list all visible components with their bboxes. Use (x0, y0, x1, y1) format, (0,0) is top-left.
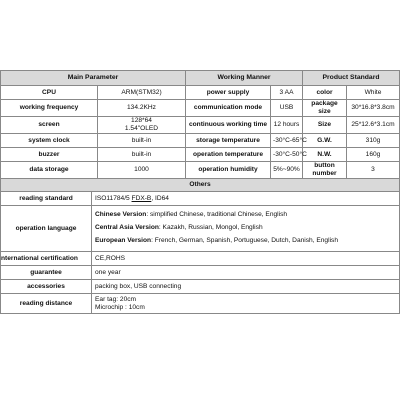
reading-standard-suffix: , ID64 (151, 194, 169, 202)
working-frequency-value: 134.2KHz (98, 100, 186, 117)
cpu-value: ARM(STM32) (98, 86, 186, 100)
buzzer-value: built-in (98, 148, 186, 162)
communication-mode-label: communication mode (186, 100, 271, 117)
ear-tag-distance: Ear tag: 20cm (95, 296, 137, 304)
others-table (0, 178, 400, 314)
table-row (1, 266, 400, 280)
certification-value: CE,ROHS (92, 252, 400, 266)
operation-temperature-value: -30°C-50°C (271, 148, 303, 162)
net-weight-label: N.W. (303, 148, 347, 162)
table-row (1, 148, 400, 162)
working-manner-header: Working Manner (186, 71, 303, 86)
table-row (1, 134, 400, 148)
data-storage-label: data storage (1, 162, 98, 179)
cpu-label: CPU (1, 86, 98, 100)
power-supply-label: power supply (186, 86, 271, 100)
table-row (1, 294, 400, 314)
reading-standard-prefix: ISO11784/5 (95, 194, 132, 202)
screen-value: 128*64 1.54"OLED (98, 117, 186, 134)
storage-temperature-label: storage temperature (186, 134, 271, 148)
package-size-value: 30*16.8*3.8cm (347, 100, 400, 117)
gross-weight-value: 310g (347, 134, 400, 148)
table-row (1, 162, 400, 179)
size-label: Size (303, 117, 347, 134)
operation-humidity-label: operation humidity (186, 162, 271, 179)
guarantee-label: guarantee (1, 266, 92, 280)
color-value: White (347, 86, 400, 100)
chinese-version-label: Chinese Version (95, 211, 147, 219)
reading-standard-label: reading standard (1, 192, 92, 206)
certification-label: nternational certification (1, 252, 92, 266)
continuous-working-time-label: continuous working time (186, 117, 271, 134)
reading-distance-label: reading distance (1, 294, 92, 314)
microchip-distance: Microchip : 10cm (95, 303, 145, 311)
table-header-row (1, 71, 400, 86)
table-row (1, 100, 400, 117)
storage-temperature-value: -30°C-65°C (271, 134, 303, 148)
button-number-label: button number (303, 162, 347, 179)
chinese-version-line (95, 211, 397, 220)
spec-sheet (0, 70, 399, 314)
table-row (1, 117, 400, 134)
operation-language-value (92, 206, 400, 252)
continuous-working-time-value: 12 hours (271, 117, 303, 134)
working-frequency-label: working frequency (1, 100, 98, 117)
table-row (1, 86, 400, 100)
size-value: 25*12.6*3.1cm (347, 117, 400, 134)
system-clock-label: system clock (1, 134, 98, 148)
european-version-line (95, 237, 397, 246)
buzzer-label: buzzer (1, 148, 98, 162)
accessories-label: accessories (1, 280, 92, 294)
button-number-value: 3 (347, 162, 400, 179)
guarantee-value: one year (92, 266, 400, 280)
communication-mode-value: USB (271, 100, 303, 117)
main-parameter-header: Main Parameter (1, 71, 186, 86)
reading-standard-fdx: FDX-B (131, 194, 152, 202)
data-storage-value: 1000 (98, 162, 186, 179)
operation-temperature-label: operation temperature (186, 148, 271, 162)
central-asia-version-line (95, 224, 397, 233)
operation-language-label: operation language (1, 206, 92, 252)
european-version-label: European Version (95, 236, 152, 244)
package-size-label: package size (303, 100, 347, 117)
net-weight-value: 160g (347, 148, 400, 162)
power-supply-value: 3 AA (271, 86, 303, 100)
parameter-table (0, 70, 400, 179)
central-asia-version-value: : Kazakh, Russian, Mongol, English (158, 224, 263, 232)
others-header-row (1, 179, 400, 192)
reading-distance-value (92, 294, 400, 314)
gross-weight-label: G.W. (303, 134, 347, 148)
table-row (1, 280, 400, 294)
others-header: Others (1, 179, 400, 192)
color-label: color (303, 86, 347, 100)
screen-label: screen (1, 117, 98, 134)
accessories-value: packing box, USB connecting (92, 280, 400, 294)
european-version-value: : French, German, Spanish, Portuguese, Dutch, Danish, English (151, 236, 338, 244)
table-row (1, 206, 400, 252)
operation-humidity-value: 5%~90% (271, 162, 303, 179)
central-asia-version-label: Central Asia Version (95, 224, 159, 232)
product-standard-header: Product Standard (303, 71, 400, 86)
system-clock-value: built-in (98, 134, 186, 148)
reading-standard-value (92, 192, 400, 206)
table-row (1, 192, 400, 206)
chinese-version-value: : simplified Chinese, traditional Chinese, English (146, 211, 288, 219)
table-row (1, 252, 400, 266)
